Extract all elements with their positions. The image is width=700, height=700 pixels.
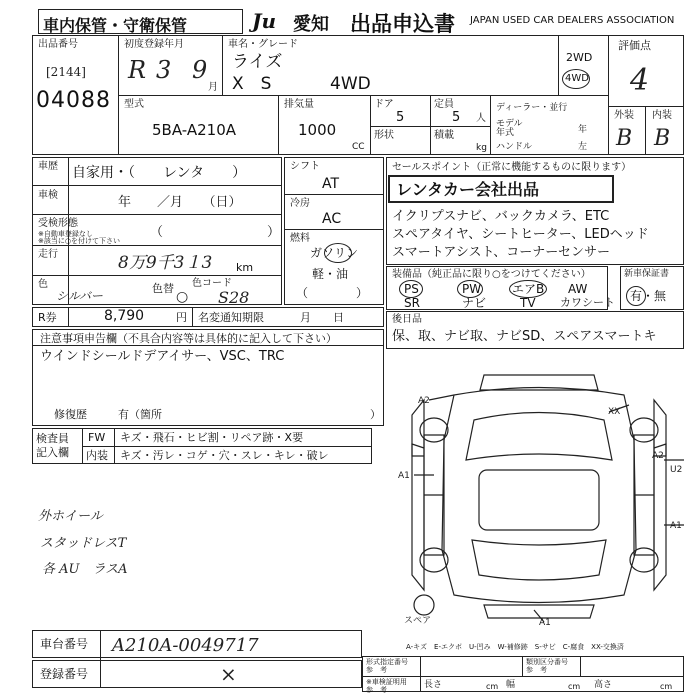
color-label: 色 bbox=[38, 279, 48, 290]
repair-close: ） bbox=[370, 408, 381, 421]
notes-label: 注意事項申告欄（不具合内容等は具体的に記入して下さい） bbox=[40, 332, 337, 345]
equip-tv: TV bbox=[520, 296, 536, 310]
equip-sr: SR bbox=[404, 296, 420, 310]
association-name: JAPAN USED CAR DEALERS ASSOCIATION bbox=[470, 15, 675, 26]
model-year-unit: 年 bbox=[578, 125, 588, 135]
chassis-label: 車台番号 bbox=[40, 637, 89, 651]
damage-legend: A-キズ E-エクボ U-凹み W-補修跡 S-サビ C-腐食 XX-交換済 bbox=[406, 643, 624, 651]
color-change-label: 色替 bbox=[152, 282, 174, 295]
car-damage-diagram bbox=[384, 360, 694, 630]
car-name-label: 車名・グレード bbox=[228, 39, 298, 50]
extras-label: 後日品 bbox=[392, 314, 422, 325]
inspector-interior-label: 内装 bbox=[86, 449, 108, 462]
handwritten-line-1: 外ホイール bbox=[38, 509, 103, 524]
equip-ps-circle bbox=[399, 280, 423, 298]
handle-label: ハンドル bbox=[496, 142, 533, 152]
capacity-label: 定員 bbox=[434, 99, 454, 110]
aircon-value: AC bbox=[322, 211, 342, 227]
repair-label: 修復歴 bbox=[54, 408, 87, 421]
fuel-value-gasoline: ガソリン bbox=[310, 246, 359, 260]
registration-label: 初度登録年月 bbox=[124, 39, 184, 50]
interior-label: 内装 bbox=[652, 110, 672, 121]
color-change-value: ○ bbox=[176, 289, 189, 305]
color-code-label: 色コード bbox=[192, 278, 232, 289]
color-code-value: S28 bbox=[218, 288, 250, 307]
selling-point-line-2: スペアタイヤ、シートヒーター、LEDヘッド bbox=[392, 227, 649, 242]
displacement-value: 1000 bbox=[298, 121, 337, 139]
registration-month: 9 bbox=[192, 56, 208, 84]
shift-label: シフト bbox=[290, 161, 320, 172]
shape-label: 形状 bbox=[374, 130, 394, 141]
dealer-label: ディーラー・並行 bbox=[496, 103, 568, 113]
notice-label: 名変通知期限 bbox=[198, 311, 264, 324]
equip-aw: AW bbox=[568, 282, 588, 296]
inspection-form-label: 受検形態 bbox=[38, 218, 78, 229]
footer-length-label: 長さ bbox=[424, 680, 443, 690]
selling-points-headline: レンタカー会社出品 bbox=[396, 180, 539, 199]
car-grade: X S bbox=[232, 74, 272, 94]
mileage-label: 走行 bbox=[38, 249, 58, 260]
fuel-value-diesel: 軽・油 bbox=[312, 267, 349, 281]
selling-point-line-1: イクリプスナビ、バックカメラ、ETC bbox=[392, 209, 610, 224]
equip-ps: PS bbox=[404, 282, 419, 296]
load-unit: kg bbox=[476, 143, 487, 153]
footer-width-label: 幅 bbox=[506, 680, 516, 690]
load-label: 積載 bbox=[434, 130, 454, 141]
recycle-unit: 円 bbox=[176, 311, 187, 324]
mark-right-rear: U2 bbox=[670, 465, 683, 475]
mileage-unit: km bbox=[236, 261, 254, 274]
grade-points-label: 評価点 bbox=[618, 39, 651, 52]
inspector-interior-text: キズ・汚レ・コゲ・穴・スレ・キレ・破レ bbox=[120, 449, 329, 462]
equip-kawa-seat: カワシート bbox=[560, 296, 615, 309]
extras-value: 保、取、ナビ取、ナビSD、スペアスマートキ bbox=[392, 329, 657, 344]
recycle-label: R券 bbox=[38, 311, 57, 324]
capacity-unit: 人 bbox=[476, 113, 486, 124]
registration-month-unit: 月 bbox=[208, 82, 218, 93]
label-4wd: 4WD bbox=[565, 73, 589, 84]
org-name: 愛知 bbox=[293, 14, 329, 35]
inspector-fw-text: キズ・飛石・ヒビ割・リペア跡・X要 bbox=[120, 431, 304, 444]
selling-points-label: セールスポイント（正常に機能するものに限ります） bbox=[392, 162, 632, 173]
repair-value: 有（箇所 bbox=[118, 408, 162, 421]
spare-label: スペア bbox=[404, 616, 432, 626]
exterior-label: 外装 bbox=[614, 110, 634, 121]
notes-text: ウインドシールドデアイサー、VSC、TRC bbox=[40, 349, 285, 364]
selling-point-line-3: スマートアシスト、コーナーセンサー bbox=[392, 245, 611, 260]
footer-height-unit: cm bbox=[660, 682, 673, 691]
mark-front-left: A2 bbox=[418, 396, 430, 406]
mark-front-right: XX bbox=[608, 407, 621, 417]
displacement-unit: CC bbox=[352, 142, 365, 152]
shift-value: AT bbox=[322, 176, 340, 192]
handwritten-line-2: スタッドレスT bbox=[40, 536, 127, 551]
shaken-value: 年 ／月 （日） bbox=[118, 195, 242, 210]
inspector-fw-label: FW bbox=[88, 431, 106, 444]
fuel-value-other: （ ） bbox=[296, 286, 369, 300]
displacement-label: 排気量 bbox=[284, 99, 314, 110]
warranty-label: 新車保証書 bbox=[624, 269, 670, 279]
footer-block bbox=[362, 656, 684, 692]
model-value: 5BA-A210A bbox=[152, 121, 237, 139]
footer-height-label: 高さ bbox=[594, 680, 613, 690]
color-value: シルバー bbox=[56, 289, 103, 303]
equip-pw: PW bbox=[462, 282, 482, 296]
ju-logo: Ju bbox=[252, 9, 277, 33]
model-year-label: モデル年式 bbox=[496, 119, 523, 138]
inspection-form-note: ※自動車登録なし ※該当に○を付けて下さい bbox=[38, 230, 120, 245]
inspector-label: 検査員 記入欄 bbox=[36, 432, 69, 459]
mark-rear: A1 bbox=[539, 618, 551, 628]
lot-number: 04088 bbox=[36, 88, 111, 113]
notice-unit: 月 日 bbox=[300, 311, 344, 324]
capacity-value: 5 bbox=[452, 110, 461, 125]
lot-small: [2144] bbox=[46, 65, 86, 79]
mileage-value: 8万9千3１3 bbox=[118, 253, 213, 273]
footer-type-label: 形式指定番号 参 考 bbox=[366, 658, 408, 674]
doors-label: ドア bbox=[374, 99, 394, 110]
equip-navi: ナビ bbox=[462, 296, 487, 310]
grade-points-value: 4 bbox=[630, 63, 650, 98]
inspection-form-value: （ ） bbox=[150, 225, 281, 240]
history-value: 自家用・（ レンタ ） bbox=[72, 165, 247, 181]
warranty-circle bbox=[626, 286, 646, 306]
mark-left-front-door: A1 bbox=[398, 471, 410, 481]
history-label: 車歴 bbox=[38, 161, 58, 172]
registration-year: 3 bbox=[156, 56, 172, 84]
model-label: 型式 bbox=[124, 99, 144, 110]
storage-tag-text: 車内保管・守衛保管 bbox=[43, 16, 188, 35]
equip-pw-circle bbox=[457, 280, 483, 298]
equip-airbag-circle bbox=[509, 280, 547, 298]
footer-cert-label: ※車検証明用 参 考 bbox=[366, 678, 407, 694]
fuel-label: 燃料 bbox=[290, 233, 310, 244]
aircon-label: 冷房 bbox=[290, 198, 310, 209]
mark-right-front: A2 bbox=[652, 451, 664, 461]
footer-length-unit: cm bbox=[486, 682, 499, 691]
handwritten-line-3: 各 AU ラスA bbox=[42, 562, 128, 577]
equipment-label: 装備品（純正品に限り○をつけてください） bbox=[392, 269, 591, 280]
form-title: 出品申込書 bbox=[350, 12, 455, 36]
lot-label: 出品番号 bbox=[38, 39, 78, 50]
recycle-value: 8,790 bbox=[104, 308, 145, 324]
exterior-grade: B bbox=[616, 126, 633, 151]
shaken-label: 車検 bbox=[38, 190, 58, 201]
equip-airbag: エアB bbox=[512, 282, 545, 296]
reg-number-value: × bbox=[220, 662, 237, 686]
reg-number-label: 登録番号 bbox=[40, 667, 89, 681]
registration-era: R bbox=[128, 56, 147, 84]
footer-width-unit: cm bbox=[568, 682, 581, 691]
chassis-value: A210A-0049717 bbox=[112, 635, 259, 656]
label-2wd: 2WD bbox=[566, 51, 593, 64]
storage-tag-box bbox=[38, 9, 243, 34]
car-name: ライズ bbox=[232, 52, 283, 72]
mark-right-side: A1 bbox=[670, 521, 682, 531]
car-drive: 4WD bbox=[330, 74, 371, 94]
warranty-value: 有・無 bbox=[630, 289, 667, 303]
footer-class-label: 類別区分番号 参 考 bbox=[526, 658, 568, 674]
handle-unit: 左 bbox=[578, 142, 588, 152]
interior-grade: B bbox=[654, 126, 671, 151]
doors-value: 5 bbox=[396, 110, 405, 125]
